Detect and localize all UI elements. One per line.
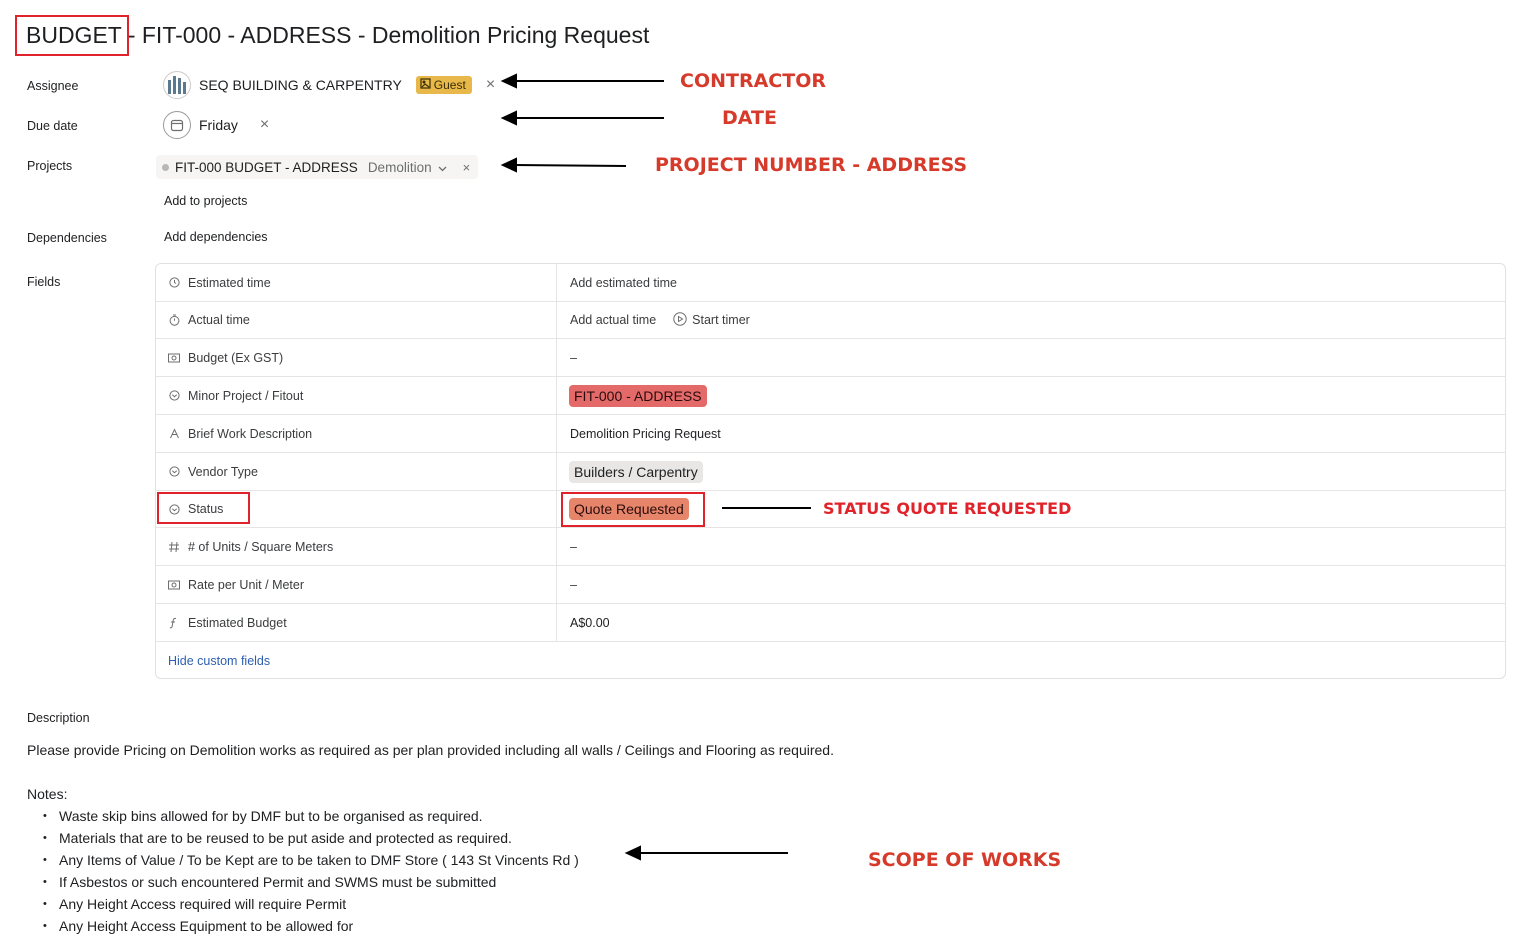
guest-badge-label: Guest (433, 78, 466, 92)
field-name: Rate per Unit / Meter (188, 577, 305, 592)
annotation-contractor: CONTRACTOR (680, 70, 826, 92)
description-text[interactable]: Please provide Pricing on Demolition works as required as per plan provided including all walls / Ceilings and Flooring as required. (27, 742, 834, 758)
fields-label: Fields (27, 275, 61, 289)
field-name: Brief Work Description (188, 426, 313, 441)
field-value[interactable]: – (570, 350, 577, 365)
field-name: Vendor Type (188, 464, 258, 479)
list-item: • If Asbestos or such encountered Permit and SWMS must be submitted (43, 873, 579, 895)
list-item: • Any Items of Value / To be Kept are to be taken to DMF Store ( 143 St Vincents Rd ) (43, 851, 579, 873)
remove-project-icon[interactable]: × (462, 159, 471, 175)
field-name: Minor Project / Fitout (188, 388, 304, 403)
list-item: • Materials that are to be reused to be put aside and protected as required. (43, 829, 579, 851)
annotation-project: PROJECT NUMBER - ADDRESS (655, 154, 968, 176)
hide-custom-fields-link[interactable]: Hide custom fields (168, 654, 271, 668)
field-name: Budget (Ex GST) (188, 350, 284, 365)
field-value[interactable]: A$0.00 (570, 615, 610, 630)
title-rest: - FIT-000 - ADDRESS - Demolition Pricing Request (121, 22, 650, 48)
notes-heading[interactable]: Notes: (27, 786, 68, 802)
description-label: Description (27, 711, 90, 725)
title-prefix: BUDGET (26, 22, 122, 48)
start-timer-label: Start timer (692, 313, 750, 327)
list-item: • Waste skip bins allowed for by DMF but to be organised as required. (43, 807, 579, 829)
project-name[interactable]: FIT-000 BUDGET - ADDRESS (175, 159, 358, 175)
field-name: Estimated Budget (188, 615, 287, 630)
list-item: • Any Height Access Equipment to be allowed for (43, 917, 579, 939)
add-to-projects-link[interactable]: Add to projects (164, 194, 248, 208)
status-pill[interactable]: Quote Requested (569, 498, 689, 520)
annotation-scope: SCOPE OF WORKS (868, 849, 1062, 871)
minor-project-pill[interactable]: FIT-000 - ADDRESS (569, 385, 707, 407)
assignee-name[interactable]: SEQ BUILDING & CARPENTRY (199, 77, 402, 93)
assignee-label: Assignee (27, 79, 79, 93)
field-name: # of Units / Square Meters (188, 539, 334, 554)
projects-label: Projects (27, 159, 73, 173)
field-name: Actual time (188, 313, 250, 327)
field-name: Estimated time (188, 275, 271, 290)
due-date-value[interactable]: Friday (199, 117, 238, 133)
add-estimated-time-button[interactable]: Add estimated time (570, 275, 677, 290)
field-name: Status (188, 502, 224, 516)
field-value[interactable]: – (570, 577, 577, 592)
add-dependencies-link[interactable]: Add dependencies (164, 230, 268, 244)
remove-due-date-icon[interactable]: × (259, 116, 270, 133)
annotation-status: STATUS QUOTE REQUESTED (823, 499, 1072, 518)
project-section[interactable]: Demolition (367, 159, 432, 175)
dependencies-label: Dependencies (27, 231, 107, 245)
add-actual-time-button[interactable]: Add actual time (570, 313, 657, 327)
field-value[interactable]: Demolition Pricing Request (570, 426, 721, 441)
due-date-label: Due date (27, 119, 78, 133)
list-item: • Any Height Access required will require Permit (43, 895, 579, 917)
field-value[interactable]: – (570, 539, 577, 554)
remove-assignee-icon[interactable]: × (485, 76, 496, 93)
vendor-type-pill[interactable]: Builders / Carpentry (569, 461, 703, 483)
annotation-date: DATE (722, 107, 777, 129)
